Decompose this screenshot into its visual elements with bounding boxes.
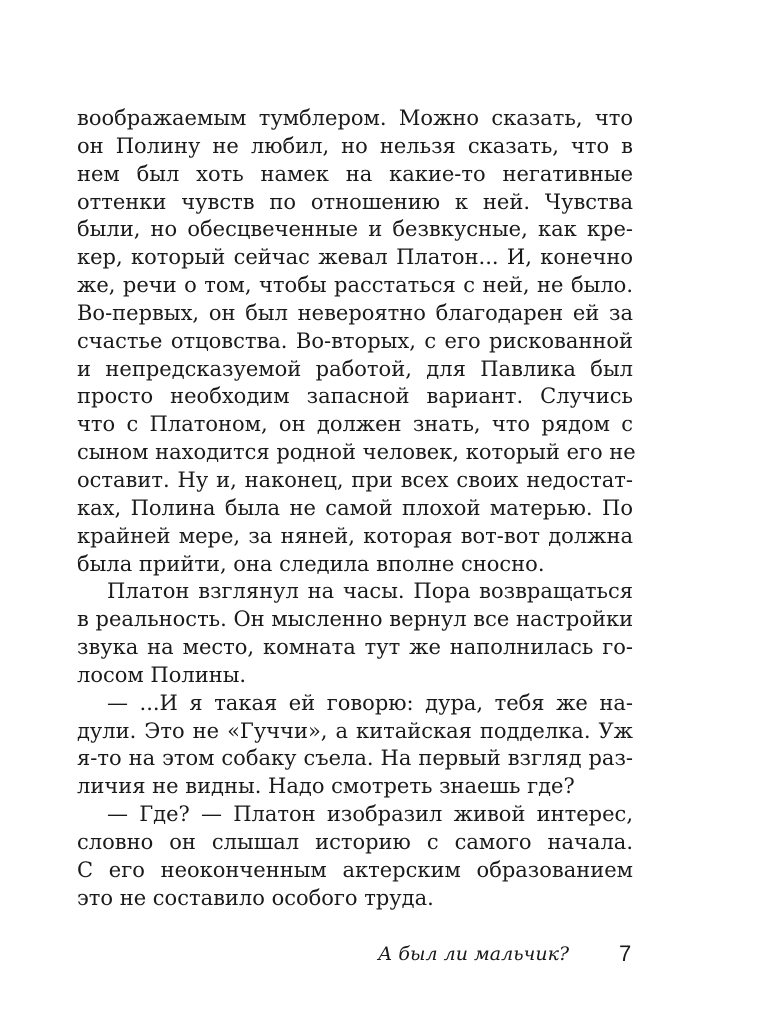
text-line: я-то на этом собаку съела. На первый взгляд раз- — [77, 746, 633, 771]
text-line: он Полину не любил, но нельзя сказать, что в — [77, 133, 633, 158]
text-line: просто необходим запасной вариант. Случись — [77, 384, 633, 409]
text-line: была прийти, она следила вполне сносно. — [77, 551, 545, 576]
text-line: оттенки чувств по отношению к ней. Чувства — [77, 189, 633, 214]
text-line: личия не видны. Надо смотреть знаешь где? — [77, 774, 575, 799]
text-line: сыном находится родной человек, который его не — [77, 440, 636, 465]
text-line: лосом Полины. — [77, 662, 247, 687]
text-line: звука на место, комната тут же наполнилась го- — [77, 635, 633, 660]
text-line: Платон взглянул на часы. Пора возвращаться — [107, 579, 633, 604]
text-line: были, но обесцвеченные и безвкусные, как кре- — [77, 217, 633, 242]
page-number: 7 — [619, 941, 632, 966]
text-line: словно он слышал историю с самого начала. — [77, 829, 633, 854]
text-line: крайней мере, за няней, которая вот-вот должна — [77, 523, 633, 548]
text-line: ках, Полина была не самой плохой матерью. По — [77, 495, 633, 520]
text-line: — ...И я такая ей говорю: дура, тебя же на- — [107, 690, 633, 715]
page-body-text — [77, 105, 636, 912]
text-line: в реальность. Он мысленно вернул все настройки — [77, 607, 634, 632]
running-title: А был ли мальчик? — [378, 943, 570, 965]
text-line: Во-первых, он был невероятно благодарен ей за — [77, 300, 633, 325]
text-line: дули. Это не «Гуччи», а китайская подделка. Уж — [77, 718, 633, 743]
text-line: оставит. Ну и, наконец, при всех своих недостат- — [77, 467, 633, 492]
text-line: кер, который сейчас жевал Платон... И, конечно — [77, 245, 633, 270]
text-line: это не составило особого труда. — [77, 885, 434, 910]
text-line: — Где? — Платон изобразил живой интерес, — [107, 802, 633, 827]
text-line: же, речи о том, чтобы расстаться с ней, не было. — [77, 273, 633, 298]
text-line: нем был хоть намек на какие-то негативные — [77, 161, 633, 186]
text-line: воображаемым тумблером. Можно сказать, что — [77, 106, 633, 130]
text-line: и непредсказуемой работой, для Павлика был — [77, 356, 633, 381]
text-line: что с Платоном, он должен знать, что рядом с — [77, 412, 633, 437]
text-line: С его неоконченным актерским образованием — [77, 857, 633, 882]
text-line: счастье отцовства. Во-вторых, с его рискованной — [77, 328, 633, 353]
